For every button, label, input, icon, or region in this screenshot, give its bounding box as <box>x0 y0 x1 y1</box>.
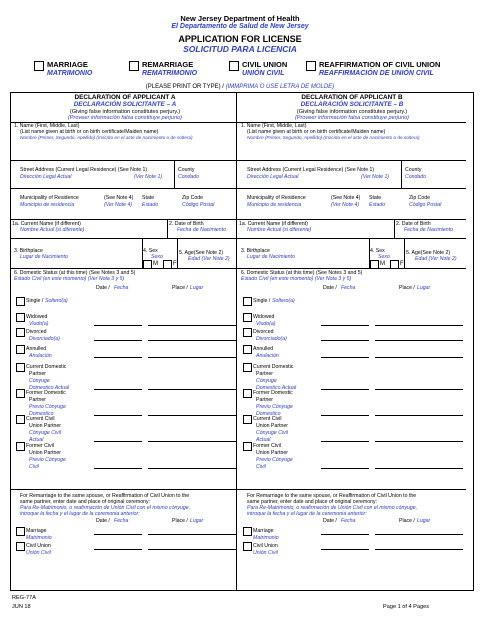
date-entry-line[interactable] <box>94 340 142 341</box>
remarriage-instruction-spanish: Para Re-Matrimonio, o reafirmación de Unión Civil con el mismo cónyuge, <box>20 505 191 511</box>
remarriage-instruction: same partner, enter date and place of original ceremony: <box>247 499 378 505</box>
municipality-label-spanish: Municipio de residencia <box>20 202 75 208</box>
place-header: Place / <box>172 518 188 524</box>
municipality-note-spanish: (Ver Note 4) <box>104 202 133 208</box>
marriage-label: Marriage <box>253 528 274 534</box>
sex-label: 4. Sex <box>370 248 385 254</box>
divider-line <box>10 219 239 220</box>
civil-union-checkbox[interactable] <box>243 542 252 551</box>
license-type-label: MARRIAGE <box>47 60 88 69</box>
license-type-label: REAFFIRMATION OF CIVIL UNION <box>319 60 441 69</box>
domestic-status-option: Current Civil <box>26 416 55 422</box>
domestic-status-option: Current Domestic <box>26 364 67 370</box>
domestic-status-checkbox[interactable] <box>243 313 252 322</box>
sex-label: 4. Sex <box>143 248 158 254</box>
date-header: Date / <box>96 285 110 291</box>
remarriage-instruction: same partner, enter date and place of original ceremony: <box>20 499 151 505</box>
domestic-status-option-spanish: Divorciado(a) <box>29 336 60 342</box>
column-line <box>174 160 175 188</box>
column-line <box>394 219 395 238</box>
state-label: State <box>142 195 155 201</box>
zip-label: Zip Code <box>409 195 431 201</box>
name-note: (List name given at birth or on birth certificate/Maiden name) <box>247 129 386 135</box>
domestic-status-option-spanish: Soltero(a) <box>45 298 68 304</box>
remarriage-instruction: For Remarriage to the same spouse, or Reaffirmation of Civil Union to the <box>247 493 417 499</box>
domestic-status-checkbox[interactable] <box>16 363 25 372</box>
print-instruction-es: (IMMPRIMA O USE LETRA DE MOLDE) <box>225 84 335 90</box>
name-label-spanish: Nombre (Primer, Segundo, Apellido) (Inscrito en el acte de nacimiento o de soltera) <box>20 135 193 140</box>
municipality-label-spanish: Municipio de residencia <box>247 202 302 208</box>
domestic-status-label: 6. Domestic Status (at this time) (See Notes 3 and 5) <box>14 270 136 276</box>
domestic-status-option: Widowed <box>26 314 48 320</box>
civil-union-label-spanish: Unión Civil <box>26 550 51 556</box>
place-entry-line[interactable] <box>148 534 236 535</box>
place-header-spanish: Lugar <box>190 518 204 524</box>
name-field[interactable] <box>239 141 465 159</box>
domestic-status-option: Union Partner <box>29 423 62 429</box>
domestic-status-option-spanish: Civil <box>29 464 39 470</box>
divider-line <box>237 238 466 239</box>
place-entry-line[interactable] <box>148 441 236 442</box>
domestic-status-option: Widowed <box>253 314 275 320</box>
page-title-spanish: SOLICITUD PARA LICENCIA <box>183 44 297 54</box>
place-entry-line[interactable] <box>148 357 236 358</box>
place-header: Place / <box>172 285 188 291</box>
divider-line <box>10 160 239 161</box>
column-line <box>177 238 178 268</box>
state-label: State <box>369 195 382 201</box>
place-entry-line[interactable] <box>148 468 236 469</box>
reaffirmation-checkbox[interactable] <box>306 61 316 71</box>
marriage-label-spanish: Matrimonio <box>26 535 52 541</box>
dob-label: 2. Date of Birth <box>396 221 431 227</box>
domestic-status-option: Single / <box>26 298 44 304</box>
date-entry-line[interactable] <box>94 549 142 550</box>
place-header: Place / <box>399 518 415 524</box>
county-label: County <box>405 167 422 173</box>
license-type-label: CIVIL UNION <box>242 60 288 69</box>
place-entry-line[interactable] <box>375 468 463 469</box>
date-entry-line[interactable] <box>321 389 369 390</box>
print-instruction <box>0 84 480 90</box>
sex-f-label: F <box>173 261 177 267</box>
domestic-status-option-spanish: Domestico <box>256 411 281 417</box>
street-note-spanish: (Ver Note 1) <box>134 174 163 180</box>
domestic-status-checkbox[interactable] <box>243 363 252 372</box>
domestic-status-option: Former Domestic <box>253 390 293 396</box>
domestic-status-option: Annulled <box>253 346 274 352</box>
street-label-spanish: Dirección Legal Actual <box>247 174 299 180</box>
divider-line <box>237 268 466 269</box>
domestic-status-option-spanish: Cónyuge <box>256 378 277 384</box>
birthplace-label: 3. Birthplace <box>241 248 270 254</box>
domestic-status-option: Current Domestic <box>253 364 294 370</box>
current-name-label: 1a. Current Name (if different) <box>12 221 81 227</box>
place-entry-line[interactable] <box>375 415 463 416</box>
license-type-label-spanish: REMATRIMONIO <box>142 70 198 77</box>
divider-line <box>237 219 466 220</box>
date-entry-line[interactable] <box>94 325 142 326</box>
state-label-spanish: Estado <box>142 202 159 208</box>
municipality-note-spanish: (Ver Note 4) <box>331 202 360 208</box>
civil-union-checkbox[interactable] <box>16 542 25 551</box>
date-header-spanish: Fecha <box>114 518 129 524</box>
county-label-spanish: Condado <box>405 174 427 180</box>
zip-label: Zip Code <box>182 195 204 201</box>
place-entry-line[interactable] <box>375 534 463 535</box>
date-entry-line[interactable] <box>94 357 142 358</box>
divider-line <box>10 489 239 490</box>
current-name-label-spanish: Nombre Actual (si diferente) <box>247 227 312 233</box>
license-type-label-spanish: REAFFIRMACIÓN DE UNIÓN CIVIL <box>319 70 434 77</box>
divider-line <box>237 160 466 161</box>
place-entry-line[interactable] <box>148 389 236 390</box>
domestic-status-option-spanish: Anulación <box>29 353 52 359</box>
zip-label-spanish: Código Postal <box>182 202 215 208</box>
domestic-status-checkbox[interactable] <box>243 415 252 424</box>
remarriage-instruction-spanish: introque la fecha y el lugar de la ceremonia anterior: <box>20 511 140 517</box>
domestic-status-option-spanish: Actual <box>29 437 44 443</box>
domestic-status-option-spanish: Anulación <box>256 353 279 359</box>
birthplace-label-spanish: Lugar de Nacimiento <box>20 254 68 260</box>
current-name-label: 1a. Current Name (if different) <box>239 221 308 227</box>
divider-line <box>237 188 466 189</box>
state-label-spanish: Estado <box>369 202 386 208</box>
date-header-spanish: Fecha <box>341 285 356 291</box>
perjury-note-spanish: (Proveer información falsa constituye perjurio) <box>67 115 183 121</box>
domestic-status-option-spanish: Previo Cónyuge <box>256 457 293 463</box>
domestic-status-option-spanish: Viudo(a) <box>256 321 276 327</box>
domestic-status-option: Partner <box>29 371 47 377</box>
municipality-label: Municipality of Residence <box>247 195 306 201</box>
date-entry-line[interactable] <box>94 534 142 535</box>
age-label: 5. Age(See Note 2) <box>406 250 451 256</box>
name-label-spanish: Nombre (Primer, Segundo, Apellido) (Inscrito en el acte de nacimiento o de soltera) <box>247 135 420 140</box>
date-entry-line[interactable] <box>94 468 142 469</box>
domestic-status-option-spanish: Civil <box>256 464 266 470</box>
domestic-status-option-spanish: Previo Cónyuge <box>29 404 66 410</box>
domestic-status-label: 6. Domestic Status (at this time) (See Notes 3 and 5) <box>241 270 363 276</box>
column-divider <box>236 92 237 590</box>
date-entry-line[interactable] <box>321 549 369 550</box>
municipality-note: (See Note 4) <box>104 195 134 201</box>
place-header: Place / <box>399 285 415 291</box>
place-entry-line[interactable] <box>375 325 463 326</box>
street-label: Street Address (Current Legal Residence) (See Note 1) <box>20 167 148 173</box>
domestic-status-option: Union Partner <box>256 423 289 429</box>
domestic-status-checkbox[interactable] <box>16 345 25 354</box>
remarriage-instruction-spanish: introque la fecha y el lugar de la ceremonia anterior: <box>247 511 367 517</box>
place-entry-line[interactable] <box>375 340 463 341</box>
print-instruction-en: (PLEASE PRINT OR TYPE) / <box>145 84 224 90</box>
domestic-status-checkbox[interactable] <box>243 345 252 354</box>
age-label-spanish: Edad (Ver Note 2) <box>415 256 457 262</box>
date-entry-line[interactable] <box>321 415 369 416</box>
domestic-status-option-spanish: Domestico Actual <box>29 385 70 391</box>
domestic-status-option-spanish: Domestico Actual <box>256 385 297 391</box>
sex-label-spanish: Sexo <box>151 254 163 260</box>
domestic-status-option: Annulled <box>26 346 47 352</box>
civil-union-label-spanish: Unión Civil <box>253 550 278 556</box>
county-label-spanish: Condado <box>178 174 200 180</box>
domestic-status-option: Union Partner <box>29 450 62 456</box>
license-type-label-spanish: MATRIMONIO <box>47 70 93 77</box>
domestic-status-checkbox[interactable] <box>16 297 25 306</box>
perjury-note: (Giving false information constitutes perjury.) <box>296 109 408 115</box>
column-line <box>404 238 405 268</box>
domestic-status-option-spanish: Previo Cónyuge <box>256 404 293 410</box>
applicant-title: DECLARATION OF APPLICANT A <box>74 94 176 101</box>
domestic-status-checkbox[interactable] <box>243 442 252 451</box>
place-entry-line[interactable] <box>375 357 463 358</box>
column-line <box>167 219 168 238</box>
street-note-spanish: (Ver Note 1) <box>361 174 390 180</box>
place-entry-line[interactable] <box>375 549 463 550</box>
domestic-status-option-spanish: Previo Cónyuge <box>29 457 66 463</box>
domestic-status-option-spanish: Domestico <box>29 411 54 417</box>
domestic-status-option-spanish: Divorciado(a) <box>256 336 287 342</box>
dob-label-spanish: Fecha de Nacimiento <box>177 227 227 233</box>
place-entry-line[interactable] <box>375 389 463 390</box>
domestic-status-option-spanish: Viudo(a) <box>29 321 49 327</box>
sex-m-label: M <box>380 261 385 267</box>
domestic-status-option: Partner <box>29 397 47 403</box>
date-entry-line[interactable] <box>321 357 369 358</box>
date-header-spanish: Fecha <box>114 285 129 291</box>
perjury-note: (Giving false information constitutes perjury.) <box>69 109 181 115</box>
license-type-label-spanish: UNIÓN CIVIL <box>242 70 285 77</box>
place-header-spanish: Lugar <box>417 518 431 524</box>
place-entry-line[interactable] <box>375 441 463 442</box>
street-label-spanish: Dirección Legal Actual <box>20 174 72 180</box>
page-title: APPLICATION FOR LICENSE <box>178 34 302 44</box>
place-entry-line[interactable] <box>148 415 236 416</box>
domestic-status-option: Former Civil <box>26 443 54 449</box>
date-entry-line[interactable] <box>94 415 142 416</box>
domestic-status-checkbox[interactable] <box>16 389 25 398</box>
place-entry-line[interactable] <box>148 549 236 550</box>
perjury-note-spanish: (Proveer información falsa constituye perjurio) <box>294 115 410 121</box>
domestic-status-option-spanish: Soltero(a) <box>272 298 295 304</box>
age-label-spanish: Edad (Ver Note 2) <box>188 256 230 262</box>
date-header: Date / <box>323 285 337 291</box>
date-entry-line[interactable] <box>321 325 369 326</box>
date-entry-line[interactable] <box>321 468 369 469</box>
place-entry-line[interactable] <box>148 325 236 326</box>
dob-label: 2. Date of Birth <box>169 221 204 227</box>
domestic-status-checkbox[interactable] <box>16 415 25 424</box>
department-name: New Jersey Department of Health <box>180 14 300 23</box>
age-label: 5. Age(See Note 2) <box>179 250 224 256</box>
date-header: Date / <box>96 518 110 524</box>
place-header-spanish: Lugar <box>417 285 431 291</box>
marriage-checkbox[interactable] <box>34 61 44 71</box>
municipality-label: Municipality of Residence <box>20 195 79 201</box>
applicant-title: DECLARATION OF APPLICANT B <box>301 94 403 101</box>
domestic-status-checkbox[interactable] <box>243 328 252 337</box>
domestic-status-option: Single / <box>253 298 271 304</box>
civil-union-checkbox[interactable] <box>229 61 239 71</box>
domestic-status-option: Current Civil <box>253 416 282 422</box>
date-entry-line[interactable] <box>94 389 142 390</box>
street-label: Street Address (Current Legal Residence) (See Note 1) <box>247 167 375 173</box>
form-id: REG-77A <box>12 595 36 601</box>
divider-line <box>10 188 239 189</box>
name-label: 1. Name (First, Middle, Last) <box>14 123 80 129</box>
domestic-status-option: Divorced <box>26 329 47 335</box>
column-line <box>401 160 402 188</box>
domestic-status-option: Partner <box>256 397 274 403</box>
civil-union-label: Civil Union <box>253 543 278 549</box>
civil-union-label: Civil Union <box>26 543 51 549</box>
date-entry-line[interactable] <box>94 441 142 442</box>
domestic-status-option-spanish: Cónyuge Civil <box>256 430 289 436</box>
domestic-status-option-spanish: Cónyuge Civil <box>29 430 62 436</box>
date-entry-line[interactable] <box>321 340 369 341</box>
applicant-title-spanish: DECLARACIÓN SOLICITANTE – A <box>73 101 177 108</box>
domestic-status-checkbox[interactable] <box>243 389 252 398</box>
county-label: County <box>178 167 195 173</box>
domestic-status-option-spanish: Actual <box>256 437 271 443</box>
license-type-label: REMARRIAGE <box>142 60 194 69</box>
remarriage-checkbox[interactable] <box>129 61 139 71</box>
domestic-status-option: Former Civil <box>253 443 281 449</box>
name-note: (List name given at birth or on birth certificate/Maiden name) <box>20 129 159 135</box>
remarriage-instruction-spanish: Para Re-Matrimonio, o reafirmación de Unión Civil con el mismo cónyuge, <box>247 505 418 511</box>
domestic-status-label-spanish: Estado Civil (en este momento) (Ver Nota 3 y 5) <box>241 276 352 282</box>
birthplace-label: 3. Birthplace <box>14 248 43 254</box>
page-number: Page 1 of 4 Pages <box>383 604 430 610</box>
marriage-label-spanish: Matrimonio <box>253 535 279 541</box>
domestic-status-checkbox[interactable] <box>16 313 25 322</box>
form-revision: JUN 18 <box>12 604 31 610</box>
domestic-status-checkbox[interactable] <box>16 328 25 337</box>
domestic-status-option-spanish: Cónyuge <box>29 378 50 384</box>
domestic-status-option: Partner <box>256 371 274 377</box>
sex-m-label: M <box>153 261 158 267</box>
domestic-status-option: Union Partner <box>256 450 289 456</box>
divider-line <box>10 238 239 239</box>
name-label: 1. Name (First, Middle, Last) <box>241 123 307 129</box>
domestic-status-checkbox[interactable] <box>16 442 25 451</box>
domestic-status-label-spanish: Estado Civil (en este momento) (Ver Nota 3 y 5) <box>14 276 125 282</box>
current-name-label-spanish: Nombre Actual (si diferente) <box>20 227 85 233</box>
zip-label-spanish: Código Postal <box>409 202 442 208</box>
sex-label-spanish: Sexo <box>378 254 390 260</box>
date-entry-line[interactable] <box>321 534 369 535</box>
name-field[interactable] <box>12 141 238 159</box>
remarriage-instruction: For Remarriage to the same spouse, or Reaffirmation of Civil Union to the <box>20 493 190 499</box>
marriage-checkbox[interactable] <box>243 527 252 536</box>
divider-line <box>10 268 239 269</box>
date-header: Date / <box>323 518 337 524</box>
date-header-spanish: Fecha <box>341 518 356 524</box>
dob-label-spanish: Fecha de Nacimiento <box>404 227 454 233</box>
department-name-spanish: El Departamento de Salud de New Jersey <box>171 23 309 30</box>
sex-f-label: F <box>400 261 404 267</box>
marriage-label: Marriage <box>26 528 47 534</box>
domestic-status-option: Divorced <box>253 329 274 335</box>
marriage-checkbox[interactable] <box>16 527 25 536</box>
birthplace-label-spanish: Lugar de Nacimiento <box>247 254 295 260</box>
domestic-status-checkbox[interactable] <box>243 297 252 306</box>
divider-line <box>237 489 466 490</box>
place-entry-line[interactable] <box>148 340 236 341</box>
applicant-title-spanish: DECLARACIÓN SOLICITANTE – B <box>300 101 404 108</box>
municipality-note: (See Note 4) <box>331 195 361 201</box>
date-entry-line[interactable] <box>321 441 369 442</box>
place-header-spanish: Lugar <box>190 285 204 291</box>
domestic-status-option: Former Domestic <box>26 390 66 396</box>
